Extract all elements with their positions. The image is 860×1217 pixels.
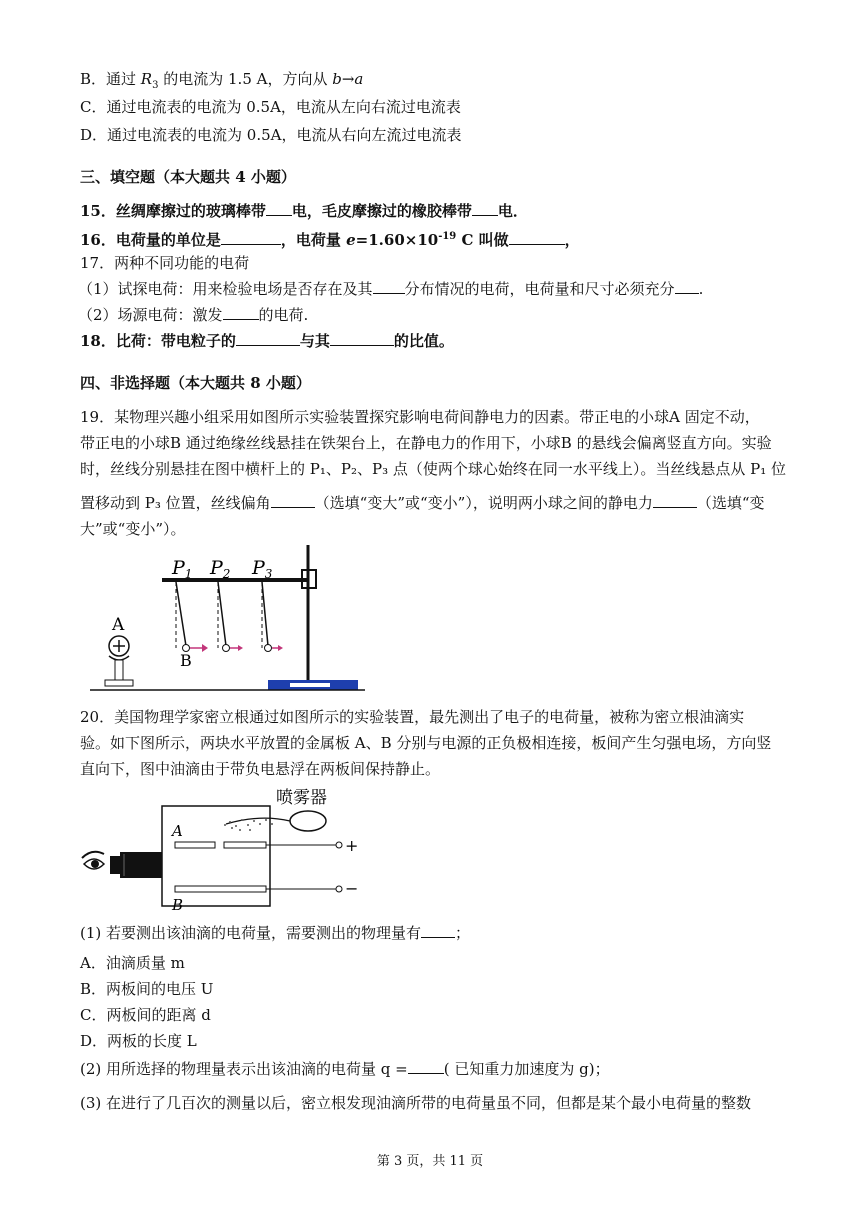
q20-line-1: 20．美国物理学家密立根通过如图所示的实验装置，最先测出了电子的电荷量，被称为密立根油滴实 [80, 708, 745, 726]
force-arrowhead-2 [238, 645, 243, 651]
q20-sub-2-end: ( 已知重力加速度为 g)； [443, 1060, 610, 1078]
q19-blank-2[interactable] [653, 493, 697, 508]
label-p3: $P_3$ [252, 557, 273, 581]
q18-blank-1[interactable] [236, 331, 300, 346]
q16-part-d: C 叫做 [456, 231, 509, 249]
plate-a-left [175, 842, 215, 848]
q19-line-5: 大”或“变小”）。 [80, 520, 186, 538]
q20-option-b: B．两板间的电压 U [80, 980, 214, 998]
q20-line-2: 验。如下图所示，两块水平放置的金属板 A、B 分别与电源的正负极相连接，板间产生匀强电场，方向竖 [80, 734, 772, 752]
ball-b-3 [265, 645, 272, 652]
q17-1-part-a: （1）试探电荷：用来检验电场是否存在及其 [78, 280, 373, 298]
label-p2: $P_2$ [210, 557, 231, 581]
terminal-plus [336, 842, 342, 848]
q16-part-c: =1.60×10 [355, 231, 439, 249]
q20-sub-2 [80, 1058, 780, 1080]
string-1 [176, 582, 186, 646]
q17-1-blank-1[interactable] [373, 279, 405, 294]
electrostatic-apparatus-figure [90, 540, 370, 695]
q16-blank-1[interactable] [221, 230, 281, 245]
label-plus: + [345, 836, 359, 855]
q15-blank-1[interactable] [266, 201, 292, 216]
terminal-minus [336, 886, 342, 892]
label-plate-b: B [172, 896, 184, 912]
ball-a-post [115, 660, 123, 680]
option-d: D．通过电流表的电流为 0.5A，电流从右向左流过电流表 [80, 126, 462, 144]
q15-part-c: 电． [497, 202, 528, 220]
q19-line-1: 19．某物理兴趣小组采用如图所示实验装置探究影响电荷间静电力的因素。带正电的小球A 固定不动， [80, 408, 760, 426]
plate-a-right [224, 842, 266, 848]
microscope-tube [120, 852, 162, 878]
question-17: 17．两种不同功能的电荷 [80, 254, 250, 272]
section-3-heading: 三、填空题（本大题共 4 小题） [80, 168, 296, 186]
stand-base-slot [290, 683, 330, 687]
section-4-heading: 四、非选择题（本大题共 8 小题） [80, 374, 311, 392]
q20-sub-1-text: (1) 若要测出该油滴的电荷量，需要测出的物理量有 [80, 924, 422, 942]
q19-line-3: 时，丝线分别悬挂在图中横杆上的 P₁、P₂、P₃ 点（使两个球心始终在同一水平线上）。当丝线悬点从 P₁ 位 [80, 460, 787, 478]
q17-1-part-c: . [698, 280, 704, 298]
q19-blank-1[interactable] [271, 493, 315, 508]
q20-option-a: A．油滴质量 m [80, 954, 185, 972]
string-3 [262, 582, 268, 646]
option-b [80, 68, 780, 97]
q19-line-4 [80, 492, 780, 514]
question-17-2 [78, 304, 778, 326]
label-ball-a: A [112, 615, 125, 635]
q17-2-part-b: 的电荷. [258, 306, 309, 324]
question-18 [80, 330, 780, 352]
q17-1-blank-2[interactable] [675, 279, 699, 294]
ball-b-2 [223, 645, 230, 652]
q18-blank-2[interactable] [330, 331, 394, 346]
q19-4-part-a: 置移动到 P₃ 位置，丝线偏角 [80, 494, 271, 512]
q18-part-c: 的比值。 [393, 332, 454, 350]
page-footer: 第 3 页，共 11 页 [376, 1154, 484, 1169]
q20-sub-1 [80, 922, 780, 944]
q18-part-a: 18．比荷：带电粒子的 [80, 332, 236, 350]
option-b-text2: 的电流为 1.5 A，方向从 [158, 70, 333, 88]
option-b-var: R [140, 70, 153, 88]
q20-sub-1-blank[interactable] [421, 923, 455, 938]
q20-line-3: 直向下，图中油滴由于带负电悬浮在两板间保持静止。 [80, 760, 441, 778]
label-sprayer: 喷雾器 [276, 788, 327, 808]
q20-sub-2-blank[interactable] [408, 1059, 444, 1074]
q16-part-b: ，电荷量 [280, 231, 347, 249]
q16-part-f: ， [564, 231, 580, 249]
q16-part-a: 16．电荷量的单位是 [80, 231, 221, 249]
eye-pupil [91, 860, 99, 868]
q17-2-blank[interactable] [223, 305, 259, 320]
q20-sub-2-text: (2) 用所选择的物理量表示出该油滴的电荷量 q = [80, 1060, 408, 1078]
question-17-1 [78, 278, 778, 300]
label-p1: $P_1$ [172, 557, 193, 581]
label-minus: − [345, 879, 359, 898]
q20-sub-1-end: ； [455, 924, 471, 942]
question-16 [80, 226, 780, 251]
force-arrowhead-1 [202, 644, 208, 652]
q20-sub-3: (3) 在进行了几百次的测量以后，密立根发现油滴所带的电荷量虽不同，但都是某个最小电荷量的整数 [80, 1094, 752, 1112]
q16-blank-2[interactable] [509, 230, 565, 245]
label-ball-b: B [180, 651, 192, 670]
q16-e: e [346, 231, 356, 249]
eyebrow [82, 852, 104, 858]
q17-1-part-b: 分布情况的电荷，电荷量和尺寸必须充分 [404, 280, 675, 298]
q18-part-b: 与其 [299, 332, 330, 350]
q17-2-part-a: （2）场源电荷：激发 [78, 306, 223, 324]
sprayer-bulb [290, 811, 326, 831]
q16-exponent: -19 [438, 231, 457, 242]
oil-drop-apparatus-figure [80, 784, 370, 912]
question-15 [80, 200, 780, 222]
q20-option-d: D．两板的长度 L [80, 1032, 197, 1050]
q20-option-c: C．两板间的距离 d [80, 1006, 211, 1024]
q15-part-b: 电，毛皮摩擦过的橡胶棒带 [291, 202, 472, 220]
q15-part-a: 15．丝绸摩擦过的玻璃棒带 [80, 202, 266, 220]
q19-4-part-c: （选填“变 [696, 494, 765, 512]
q15-blank-2[interactable] [472, 201, 498, 216]
microscope-eyepiece [110, 856, 122, 874]
option-b-sub: 3 [152, 80, 159, 91]
ball-a-base [105, 680, 133, 686]
q19-4-part-b: （选填“变大”或“变小”），说明两小球之间的静电力 [314, 494, 653, 512]
label-plate-a: A [172, 822, 183, 840]
force-arrowhead-3 [278, 645, 283, 651]
option-c: C．通过电流表的电流为 0.5A，电流从左向右流过电流表 [80, 98, 461, 116]
string-2 [218, 582, 226, 646]
option-b-direction: b→a [332, 70, 364, 88]
plate-b [175, 886, 266, 892]
option-b-text: B．通过 [80, 70, 141, 88]
q19-line-2: 带正电的小球B 通过绝缘丝线悬挂在铁架台上，在静电力的作用下，小球B 的悬线会偏离竖直方向。实验 [80, 434, 772, 452]
